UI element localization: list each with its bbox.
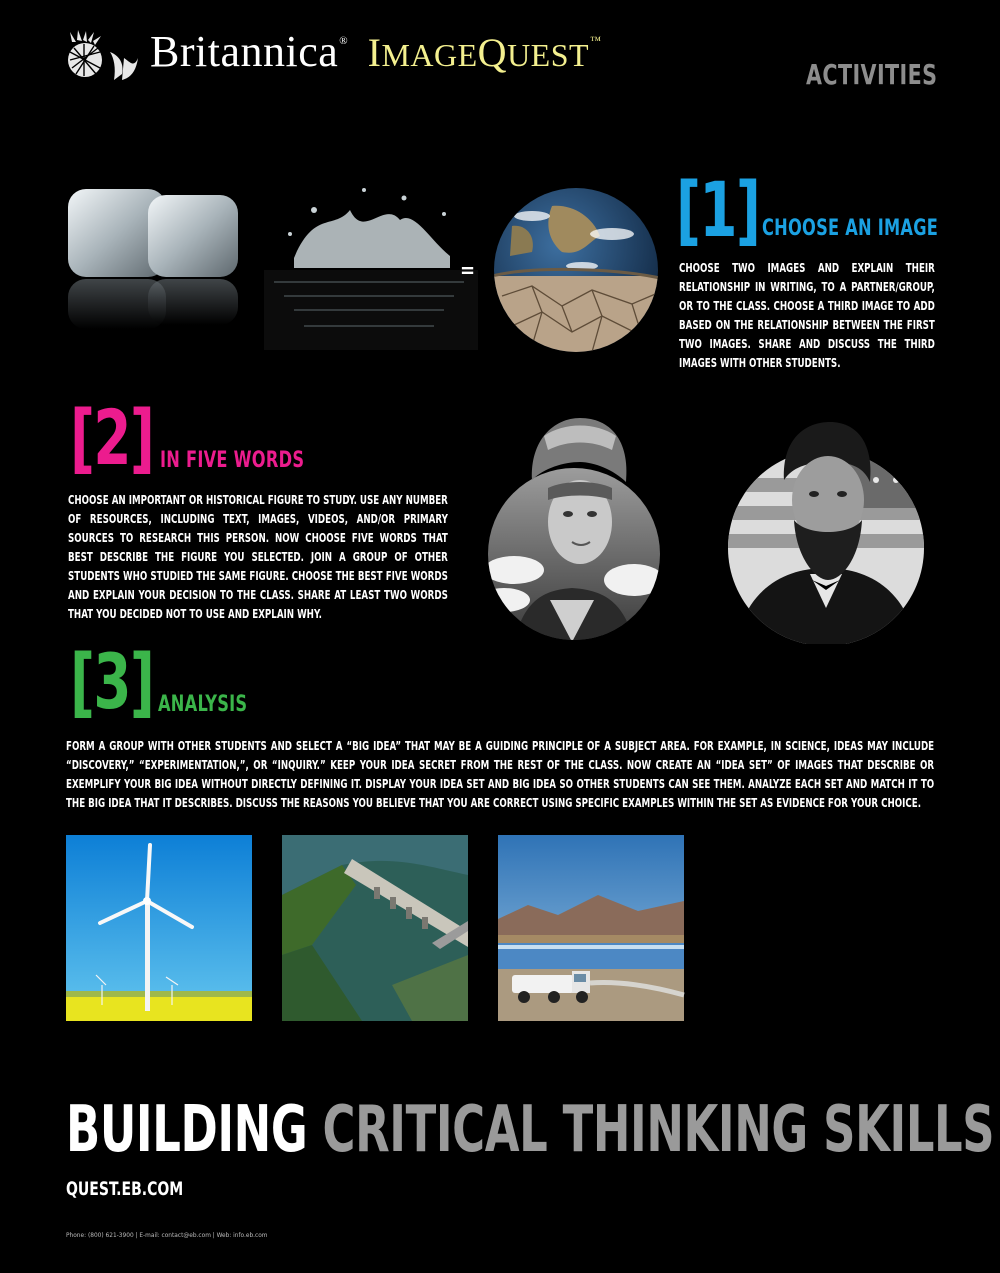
activity-2-title: IN FIVE WORDS — [160, 448, 305, 473]
brand-name: Britannica — [150, 27, 339, 76]
footer-headline — [66, 1093, 995, 1167]
footer-headline-gray: CRITICAL THINKING SKILLS — [322, 1093, 995, 1167]
solar-truck-image — [498, 835, 684, 1021]
activity-1-body: CHOOSE TWO IMAGES AND EXPLAIN THEIR RELATIONSHIP IN WRITING, TO A PARTNER/GROUP, OR TO THE CLASS. CHOOSE A THIRD IMAGE TO ADD BASED ON THE RELATIONSHIP BETWEEN THE FIRST TWO IMAGES. SHARE AND DISCUSS THE THIRD IMAGES WITH OTHER STUDENTS. — [679, 260, 935, 370]
activity-3-number: [3] — [70, 637, 154, 726]
brand-wordmark — [150, 27, 602, 76]
lincoln-portrait-image — [726, 408, 926, 644]
activity-2-body-wrap — [68, 490, 448, 621]
trademark-mark: ™ — [590, 35, 602, 47]
ice-cubes-image — [62, 175, 242, 355]
registered-mark: ® — [339, 35, 349, 47]
activity-1-body-wrap — [679, 258, 935, 368]
section-label: ACTIVITIES — [806, 58, 938, 91]
britannica-thistle-logo — [64, 28, 146, 88]
dam-aerial-image — [282, 835, 468, 1021]
wind-turbine-image — [66, 835, 252, 1021]
product-name: IMAGEQUEST™ — [367, 30, 602, 75]
footer-url-link[interactable]: QUEST.EB.COM — [66, 1178, 184, 1200]
activity-2-body: CHOOSE AN IMPORTANT OR HISTORICAL FIGURE TO STUDY. USE ANY NUMBER OF RESOURCES, INCLUDING TEXT, IMAGES, VIDEOS, AND/OR PRIMARY SOURCES TO RESEARCH THIS PERSON. NOW CHOOSE FIVE WORDS THAT BEST DESCRIBE THE FIGURE YOU SELECTED. JOIN A GROUP OF OTHER STUDENTS WHO STUDIED THE SAME FIGURE. CHOOSE THE BEST FIVE WORDS AND EXPLAIN YOUR DECISION TO THE CLASS. SHARE AT LEAST TWO WORDS THAT YOU DECIDED NOT TO USE AND EXPLAIN WHY. — [68, 492, 448, 621]
cracked-earth-globe-image — [492, 186, 660, 354]
activity-1-title: CHOOSE AN IMAGE — [762, 216, 939, 241]
activity-3-body-wrap — [66, 736, 934, 816]
footer-contact-line: Phone: (800) 621-3900 | E-mail: contact@eb.com | Web: info.eb.com — [66, 1231, 268, 1239]
footer-headline-white: BUILDING — [66, 1093, 308, 1167]
water-splash-image — [254, 170, 488, 370]
activity-2-number: [2] — [70, 393, 154, 482]
activity-3-title: ANALYSIS — [158, 692, 248, 717]
activity-3-body: FORM A GROUP WITH OTHER STUDENTS AND SELECT A “BIG IDEA” THAT MAY BE A GUIDING PRINCIPLE OF A SUBJECT AREA. FOR EXAMPLE, IN SCIENCE, IDEAS MAY INCLUDE “DISCOVERY,” “EXPERIMENTATION,”, OR “INQUIRY.” KEEP YOUR IDEA SECRET FROM THE REST OF THE CLASS. NOW CREATE AN “IDEA SET” OF IMAGES THAT DESCRIBE OR EXEMPLIFY YOUR BIG IDEA WITHOUT DIRECTLY DEFINING IT. DISPLAY YOUR IDEA SET AND BIG IDEA SO OTHER STUDENTS CAN SEE THEM. ANALYZE EACH SET AND MATCH IT TO THE BIG IDEA THAT IT DESCRIBES. DISCUSS THE REASONS YOU BELIEVE THAT YOU ARE CORRECT USING SPECIFIC EXAMPLES WITHIN THE SET AS EVIDENCE FOR YOUR CHOICE. — [66, 738, 935, 810]
activity-1-number: [1] — [676, 165, 760, 254]
equals-sign: = — [460, 258, 476, 282]
aviator-portrait-image — [484, 410, 660, 642]
